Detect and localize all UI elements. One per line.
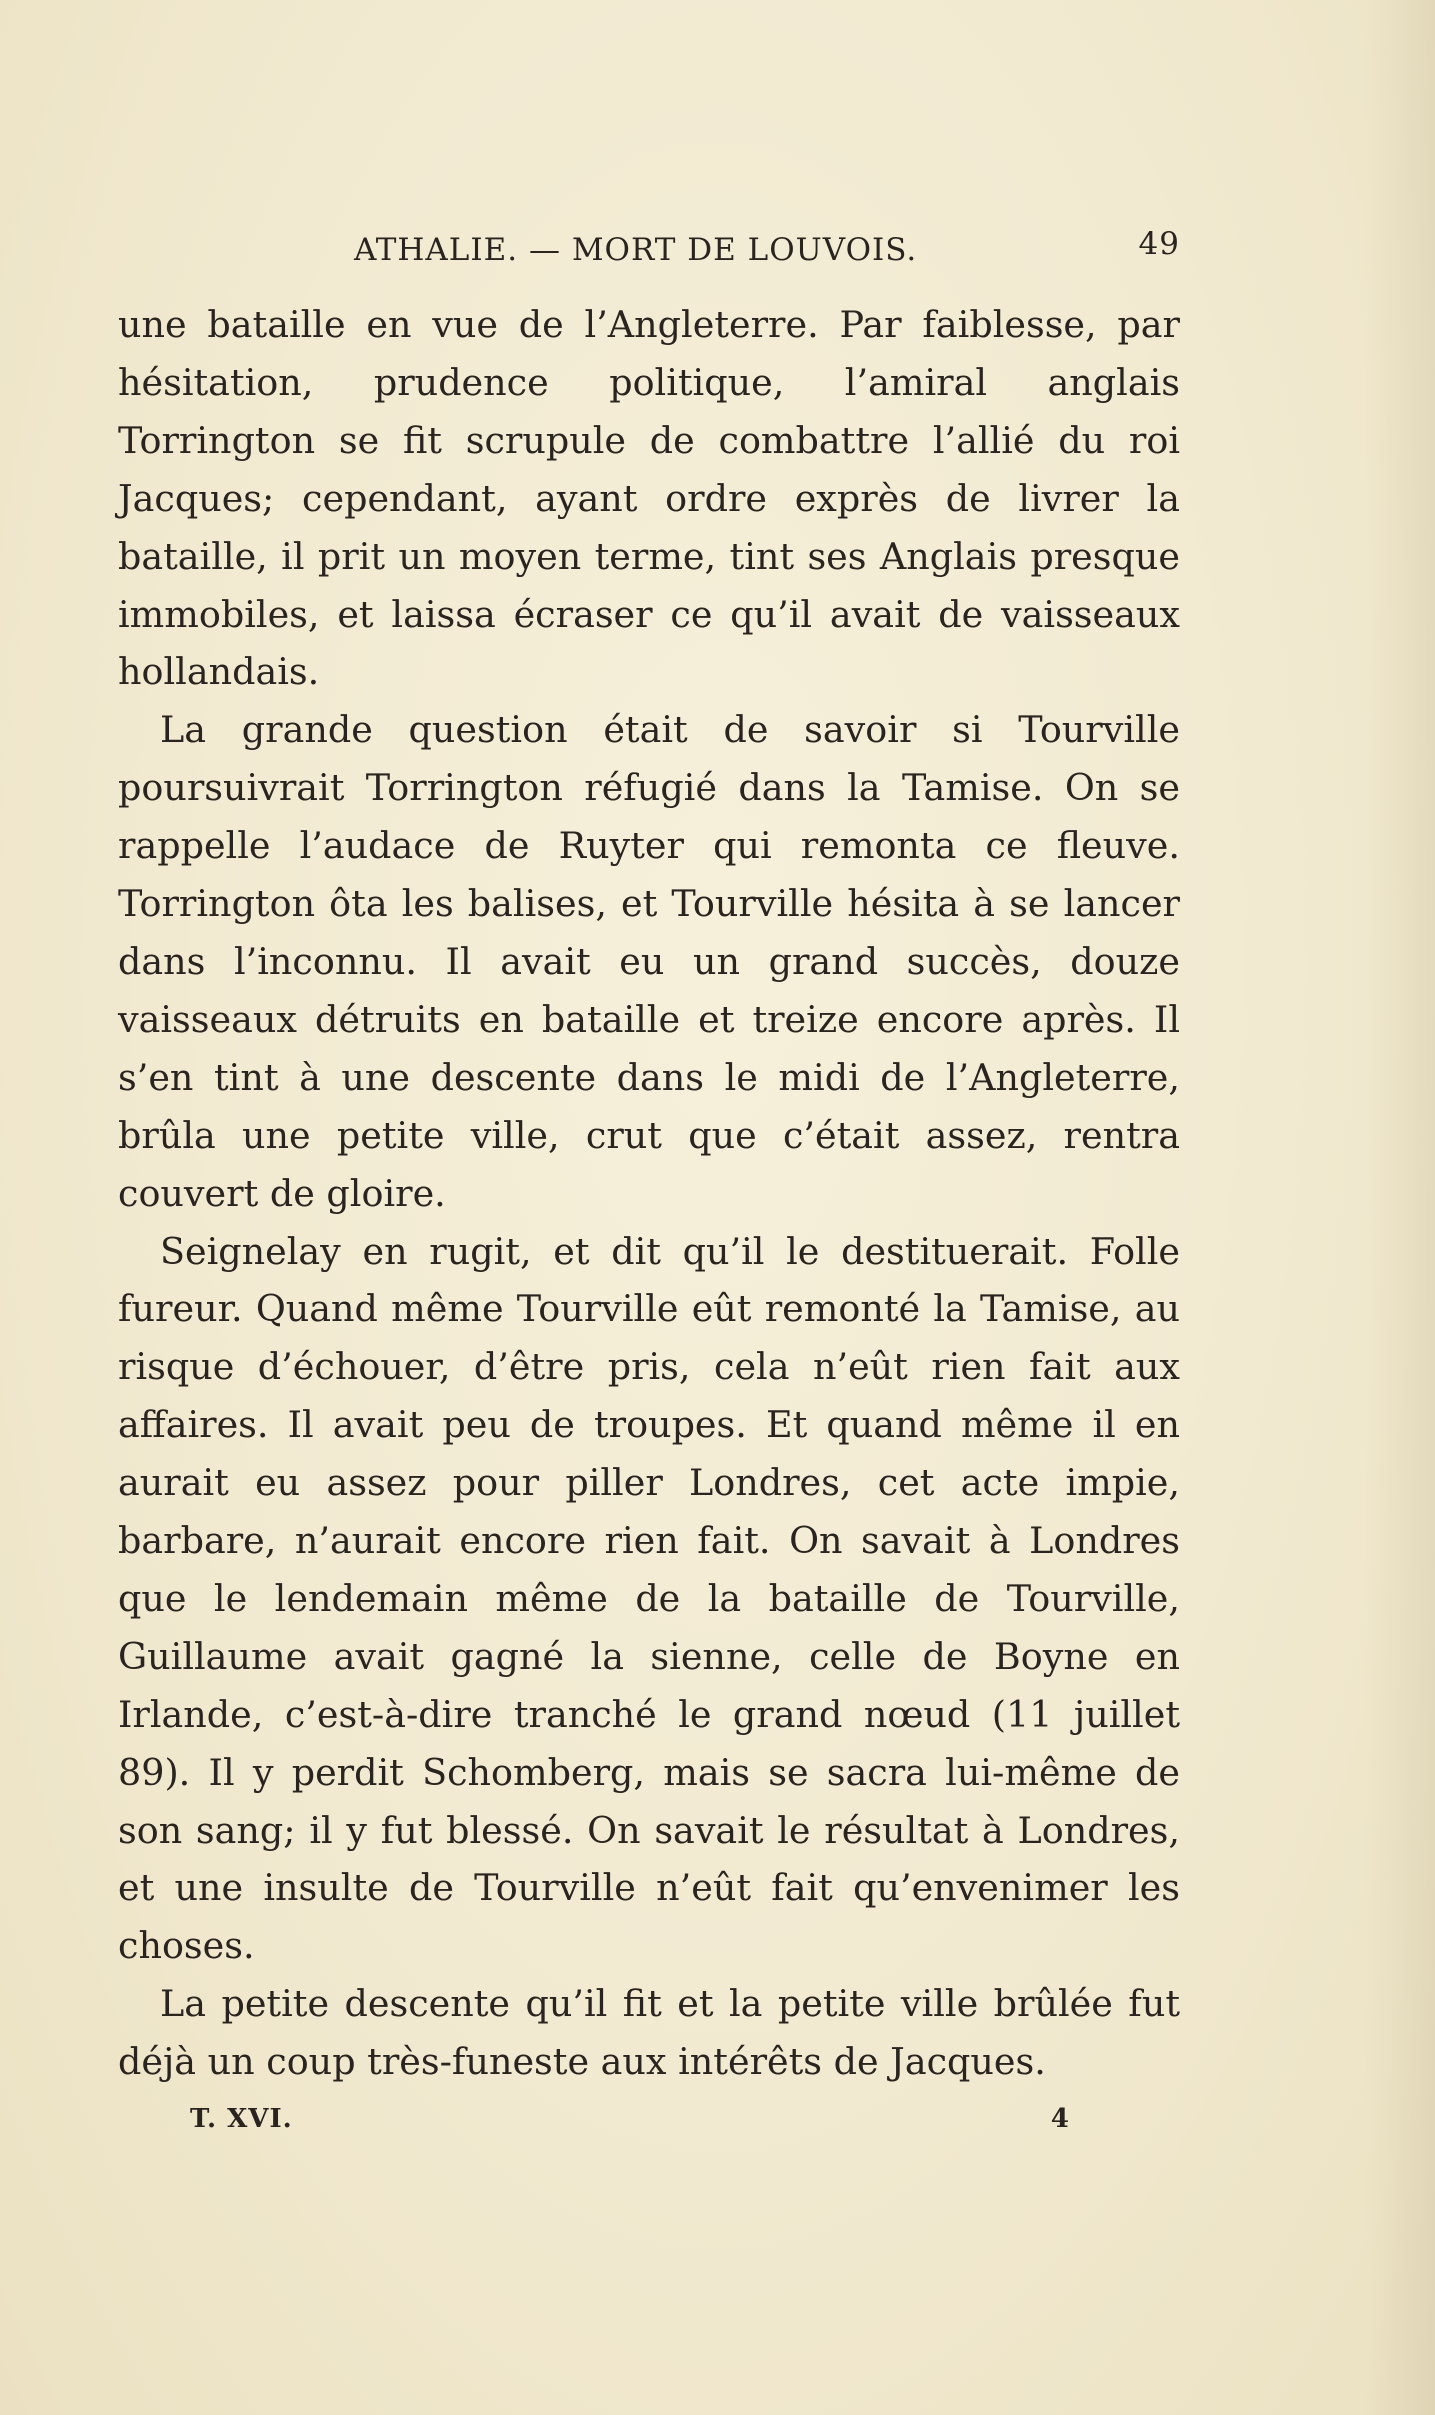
sheet-number: 4	[1050, 2104, 1070, 2134]
page-edge-shadow	[1365, 0, 1435, 2415]
paragraph: Seignelay en rugit, et dit qu’il le destituerait. Folle fureur. Quand même Tourville eût remonté la Tamise, au risque d’échouer, d’être pris, cela n’eût rien fait aux affaires. Il avait peu de troupes. Et quand même il en aurait eu assez pour piller Londres, cet acte impie, barbare, n’aurait encore rien fait. On savait à Londres que le lendemain même de la bataille de Tourville, Guillaume avait gagné la sienne, celle de Boyne en Irlande, c’est-à-dire tranché le grand nœud (11 juillet 89). Il y perdit Schomberg, mais se sacra lui-même de son sang; il y fut blessé. On savait le résultat à Londres, et une insulte de Tourville n’eût fait qu’envenimer les choses.	[118, 1229, 1180, 1968]
page-header	[118, 226, 1180, 272]
page-footer	[190, 2104, 1070, 2144]
running-head: ATHALIE. — MORT DE LOUVOIS.	[354, 232, 918, 268]
paragraph: une bataille en vue de l’Angleterre. Par faiblesse, par hésitation, prudence politique, l’amiral anglais Torrington se fit scrupule de combattre l’allié du roi Jacques; cependant, ayant ordre exprès de livrer la bataille, il prit un moyen terme, tint ses Anglais presque immobiles, et laissa écraser ce qu’il avait de vaisseaux hollandais.	[118, 303, 1180, 694]
paragraph: La petite descente qu’il fit et la petite ville brûlée fut déjà un coup très-funeste aux intérêts de Jacques.	[118, 1982, 1180, 2084]
page-number: 49	[1138, 226, 1180, 262]
paragraph: La grande question était de savoir si Tourville poursuivrait Torrington réfugié dans la Tamise. On se rappelle l’audace de Ruyter qui remonta ce fleuve. Torrington ôta les balises, et Tourville hésita à se lancer dans l’inconnu. Il avait eu un grand succès, douze vaisseaux détruits en bataille et treize encore après. Il s’en tint à une descente dans le midi de l’Angleterre, brûla une petite ville, crut que c’était assez, rentra couvert de gloire.	[118, 708, 1180, 1215]
body-text	[118, 296, 1180, 2091]
volume-signature: T. XVI.	[190, 2104, 293, 2134]
